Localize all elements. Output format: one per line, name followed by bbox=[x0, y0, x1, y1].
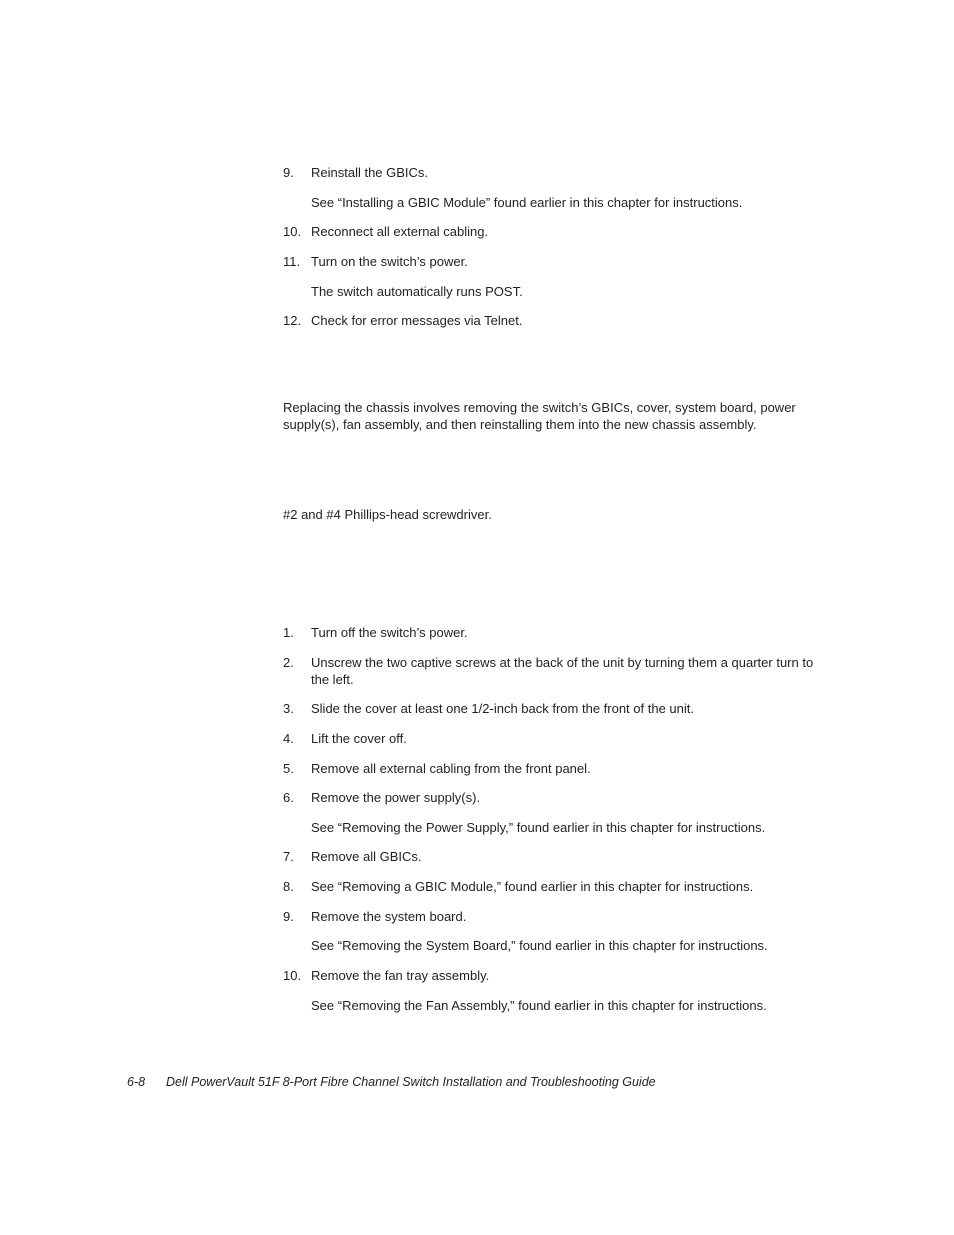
tools-paragraph: #2 and #4 Phillips-head screwdriver. bbox=[283, 507, 492, 522]
step-text: Slide the cover at least one 1/2-inch back from the front of the unit. bbox=[311, 701, 694, 716]
list-item bbox=[283, 312, 823, 329]
step-number: 5. bbox=[283, 761, 294, 776]
chassis-intro-paragraph: Replacing the chassis involves removing the switch’s GBICs, cover, system board, power supply(s), fan assembly, and then reinstalling them into the new chassis assembly. bbox=[283, 400, 796, 432]
step-text: Remove the power supply(s). bbox=[311, 790, 481, 805]
list-item bbox=[283, 700, 823, 717]
footer-title: Dell PowerVault 51F 8-Port Fibre Channel Switch Installation and Troubleshooting Guide bbox=[166, 1075, 656, 1089]
step-text: Check for error messages via Telnet. bbox=[311, 313, 523, 328]
step-number: 1. bbox=[283, 625, 294, 640]
step-number: 11. bbox=[283, 254, 301, 269]
list-item bbox=[283, 223, 823, 240]
step-number: 4. bbox=[283, 731, 294, 746]
step-number: 3. bbox=[283, 701, 294, 716]
step-text: Remove the system board. bbox=[311, 909, 467, 924]
list-item bbox=[283, 253, 823, 270]
step-note: See “Removing the System Board,” found earlier in this chapter for instructions. bbox=[311, 938, 768, 953]
list-item bbox=[283, 789, 823, 806]
page-number: 6-8 bbox=[127, 1075, 146, 1089]
page-footer bbox=[127, 1074, 656, 1091]
list-item bbox=[283, 760, 823, 777]
reinstall-steps-list bbox=[283, 164, 823, 329]
step-note: See “Removing the Fan Assembly,” found earlier in this chapter for instructions. bbox=[311, 998, 767, 1013]
step-number: 2. bbox=[283, 655, 294, 670]
step-number: 8. bbox=[283, 879, 294, 894]
step-text: Reinstall the GBICs. bbox=[311, 165, 429, 180]
step-note: See “Removing the Power Supply,” found earlier in this chapter for instructions. bbox=[311, 820, 766, 835]
list-item bbox=[283, 164, 823, 181]
list-item bbox=[283, 878, 823, 895]
step-number: 6. bbox=[283, 790, 294, 805]
list-item bbox=[283, 730, 823, 747]
step-text: Remove all external cabling from the front panel. bbox=[311, 761, 591, 776]
step-number: 10. bbox=[283, 968, 302, 983]
step-number: 9. bbox=[283, 165, 294, 180]
step-text: Unscrew the two captive screws at the back of the unit by turning them a quarter turn to the left. bbox=[311, 655, 814, 687]
step-number: 7. bbox=[283, 849, 294, 864]
list-item bbox=[283, 624, 823, 641]
step-text: Remove all GBICs. bbox=[311, 849, 422, 864]
step-text: Reconnect all external cabling. bbox=[311, 224, 489, 239]
list-item bbox=[283, 848, 823, 865]
step-number: 12. bbox=[283, 313, 302, 328]
list-item bbox=[283, 908, 823, 925]
step-number: 9. bbox=[283, 909, 294, 924]
removal-steps-list bbox=[283, 624, 823, 1014]
list-item bbox=[283, 967, 823, 984]
step-text: Remove the fan tray assembly. bbox=[311, 968, 490, 983]
step-text: See “Removing a GBIC Module,” found earlier in this chapter for instructions. bbox=[311, 879, 754, 894]
list-item bbox=[283, 654, 823, 688]
step-note: The switch automatically runs POST. bbox=[311, 284, 523, 299]
step-number: 10. bbox=[283, 224, 302, 239]
step-text: Lift the cover off. bbox=[311, 731, 407, 746]
step-text: Turn off the switch’s power. bbox=[311, 625, 468, 640]
step-note: See “Installing a GBIC Module” found earlier in this chapter for instructions. bbox=[311, 195, 743, 210]
step-text: Turn on the switch’s power. bbox=[311, 254, 468, 269]
